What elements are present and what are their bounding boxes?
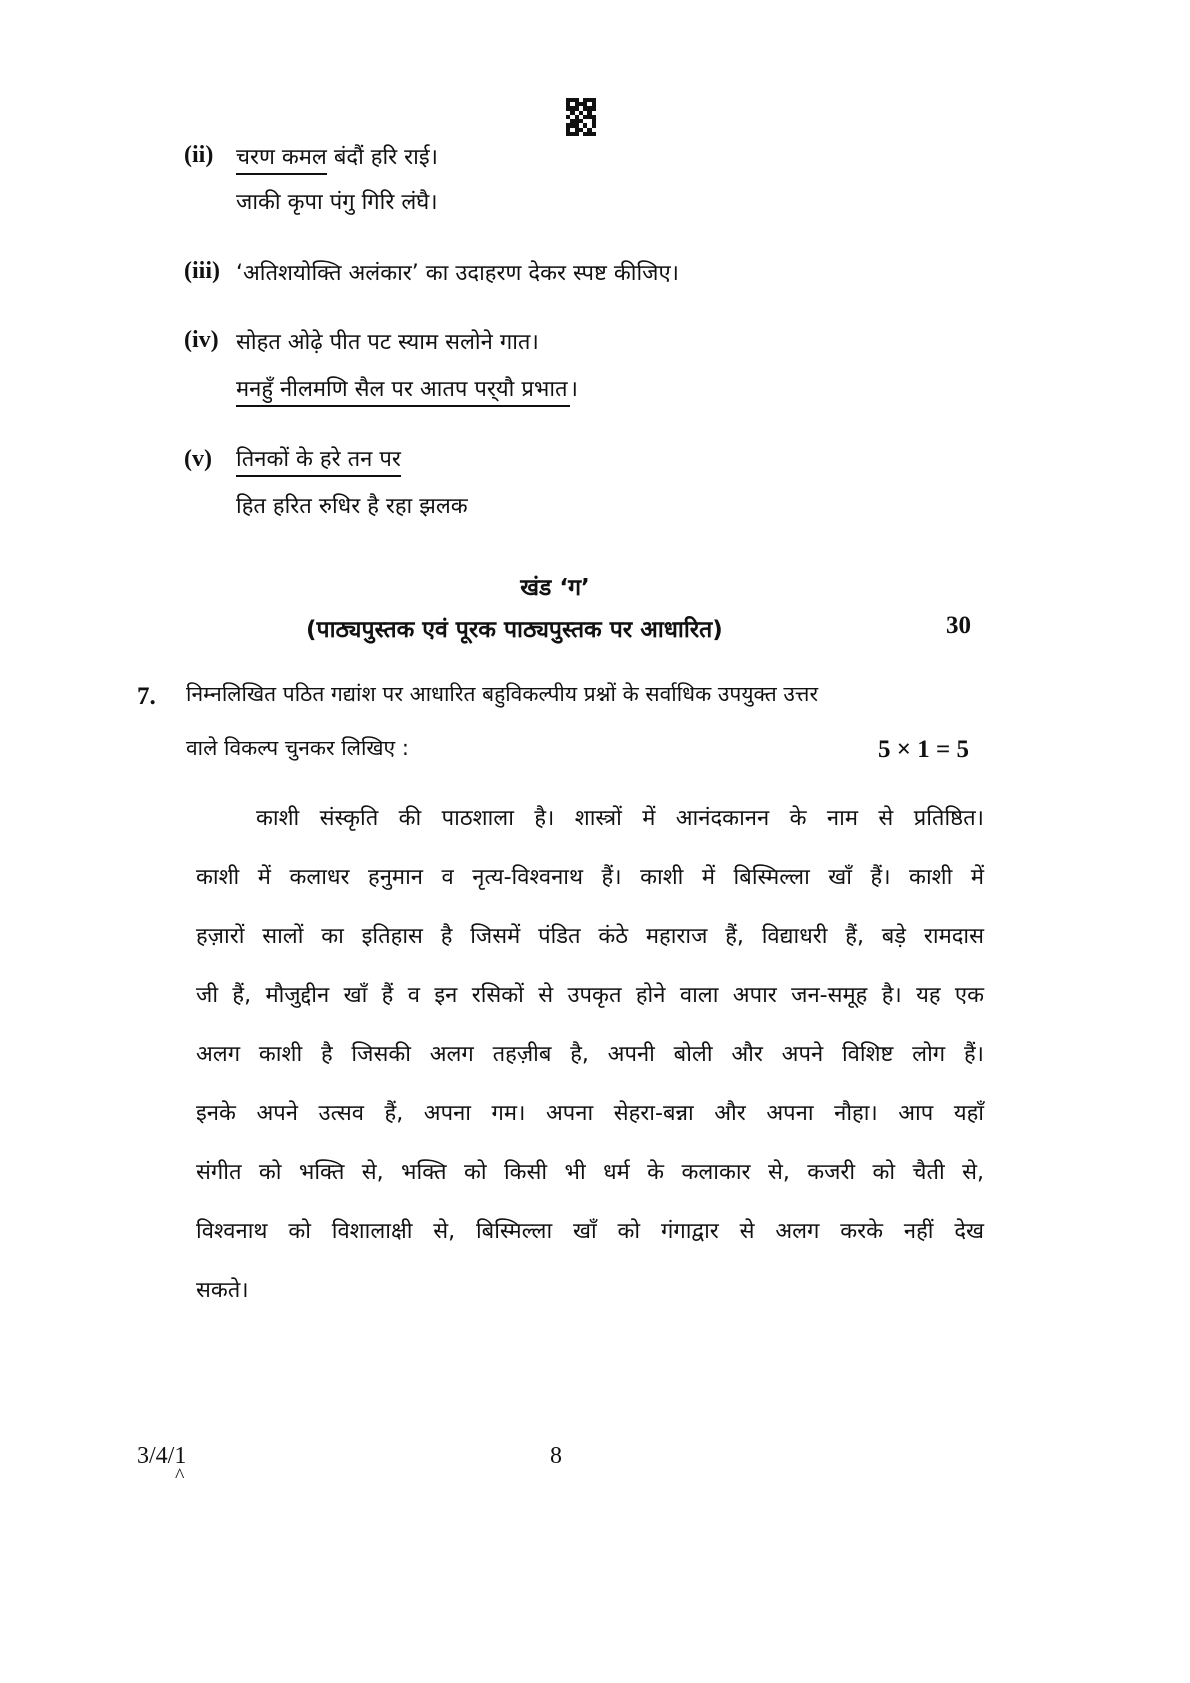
line-rest: बंदौं हरि राई। [326, 145, 438, 170]
item-v-line-2: हित हरित रुधिर है रहा झलक [236, 494, 468, 519]
page-number: 8 [550, 1443, 562, 1469]
passage [196, 789, 984, 1320]
question-number: 7. [137, 683, 156, 710]
item-label-ii: (ii) [184, 142, 214, 168]
passage-line: काशी संस्कृति की पाठशाला है। शास्त्रों में आनंदकानन के नाम से प्रतिष्ठित। [256, 806, 984, 831]
section-marks: 30 [946, 612, 971, 639]
item-iii-line-1: ‘अतिशयोक्ति अलंकार’ का उदाहरण देकर स्पष्ट कीजिए। [236, 261, 679, 286]
passage-line: हज़ारों सालों का इतिहास है जिसमें पंडित कंठे महाराज हैं, विद्याधरी हैं, बड़े रामदास [196, 924, 984, 949]
item-iv-line-1: सोहत ओढ़े पीत पट स्याम सलोने गात। [236, 330, 539, 355]
item-label-iii: (iii) [184, 258, 220, 284]
caret-mark: ^ [175, 1465, 185, 1487]
passage-line: सकते। [196, 1278, 249, 1303]
item-ii-line-2: जाकी कृपा पंगु गिरि लंघै। [236, 190, 438, 215]
item-label-iv: (iv) [184, 327, 219, 353]
item-iv-line-2 [236, 373, 578, 403]
qr-code-icon [566, 98, 596, 136]
section-subtitle: (पाठ्यपुस्तक एवं पूरक पाठ्यपुस्तक पर आधारित) [306, 617, 723, 643]
paper-code: 3/4/1 [137, 1443, 187, 1469]
item-ii-line-1 [236, 141, 438, 171]
underlined-phrase: मनहुँ नीलमणि सैल पर आतप पर्‌यौ प्रभात [236, 377, 570, 407]
section-title: खंड ‘ग’ [520, 575, 590, 601]
item-v-line-1 [236, 443, 401, 473]
underlined-phrase: चरण कमल [236, 145, 327, 175]
question-marks: 5 × 1 = 5 [878, 736, 969, 763]
underlined-phrase: तिनकों के हरे तन पर [236, 447, 401, 477]
passage-line: काशी में कलाधर हनुमान व नृत्य-विश्वनाथ हैं। काशी में बिस्मिल्ला खाँ हैं। काशी में [196, 865, 984, 890]
question-instruction-line-1: निम्नलिखित पठित गद्यांश पर आधारित बहुविकल्पीय प्रश्नों के सर्वाधिक उपयुक्त उत्तर [186, 682, 819, 706]
passage-line: अलग काशी है जिसकी अलग तहज़ीब है, अपनी बोली और अपने विशिष्ट लोग हैं। [196, 1042, 984, 1067]
passage-line: जी हैं, मौजुद्दीन खाँ हैं व इन रसिकों से उपकृत होने वाला अपार जन-समूह है। यह एक [196, 983, 984, 1008]
passage-line: विश्वनाथ को विशालाक्षी से, बिस्मिल्ला खाँ को गंगाद्वार से अलग करके नहीं देख [196, 1219, 984, 1244]
item-label-v: (v) [184, 446, 212, 472]
danda: । [569, 377, 578, 402]
passage-line: इनके अपने उत्सव हैं, अपना गम। अपना सेहरा-बन्ना और अपना नौहा। आप यहाँ [196, 1101, 984, 1126]
passage-line: संगीत को भक्ति से, भक्ति को किसी भी धर्म के कलाकार से, कजरी को चैती से, [196, 1160, 984, 1185]
question-instruction-line-2: वाले विकल्प चुनकर लिखिए : [186, 736, 409, 760]
